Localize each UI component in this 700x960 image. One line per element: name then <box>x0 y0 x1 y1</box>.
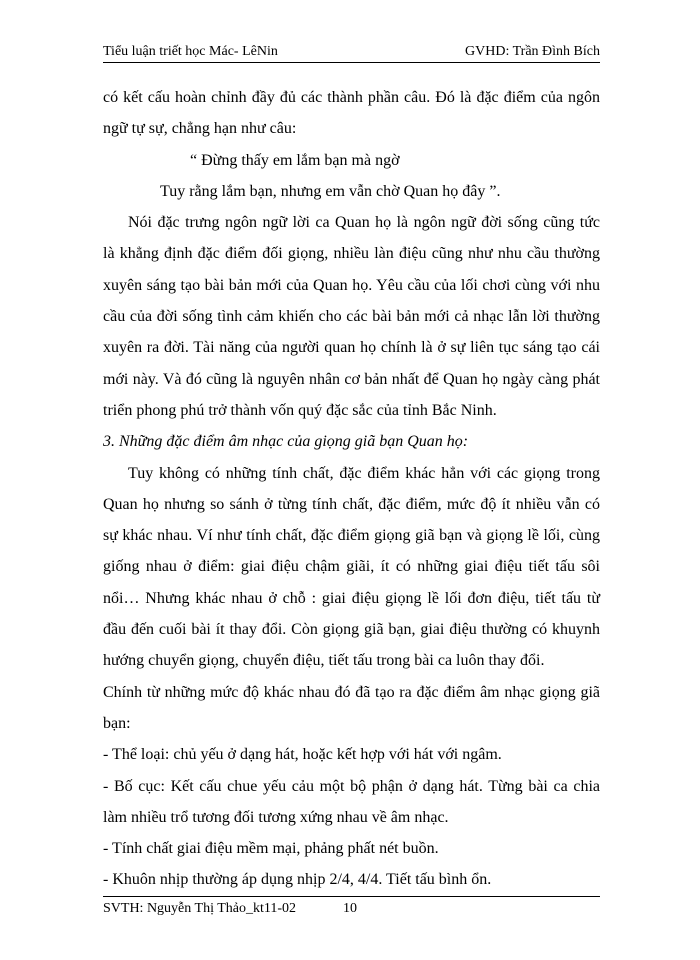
list-item: - Thể loại: chủ yếu ở dạng hát, hoặc kết hợp với hát với ngâm. <box>103 746 502 764</box>
body-line: ngữ tự sự, chẳng hạn như câu: <box>103 120 297 138</box>
body-line: cầu của đời sống tình cảm khiến cho các bài bản mới cả nhạc lẫn lời thường <box>103 308 600 326</box>
body-line: giống nhau ở điểm: giai điệu chậm giãi, ít có những giai điệu tiết tấu sôi <box>103 558 600 576</box>
body-line: bạn: <box>103 714 131 732</box>
page-footer <box>103 899 600 919</box>
header-title: Tiểu luận triết học Mác- LêNin <box>103 44 278 59</box>
page-header <box>103 42 600 62</box>
footer-divider <box>103 896 600 897</box>
paragraph-first-line: Nói đặc trưng ngôn ngữ lời ca Quan họ là ngôn ngữ đời sống cũng tức <box>128 214 600 232</box>
body-line: xuyên sáng tạo bài bản mới của Quan họ. Yêu cầu của lối chơi cùng với nhu <box>103 276 600 294</box>
body-line: xuyên ra đời. Tài năng của người quan họ chính là ở sự liên tục sáng tạo cái <box>103 339 600 357</box>
body-line: Quan họ nhưng so sánh ở từng tính chất, đặc điểm, mức độ ít nhiều vẫn có <box>103 495 600 513</box>
body-line: là khẳng định đặc điểm đối giọng, nhiều làn điệu cũng như nhu cầu thường <box>103 245 600 263</box>
body-line: làm nhiều trổ tương đối tương xứng nhau về âm nhạc. <box>103 808 449 826</box>
body-line: nổi… Nhưng khác nhau ở chỗ : giai điệu giọng lề lối đơn điệu, tiết tấu từ <box>103 589 600 607</box>
quote-line: Tuy rằng lắm bạn, nhưng em vẫn chờ Quan họ đây ”. <box>160 182 501 200</box>
section-heading: 3. Những đặc điểm âm nhạc của giọng giã bạn Quan họ: <box>103 433 469 451</box>
paragraph-first-line: Tuy không có những tính chất, đặc điểm khác hẳn với các giọng trong <box>128 464 600 482</box>
list-item: - Tính chất giai điệu mềm mại, phảng phất nét buồn. <box>103 840 439 858</box>
body-line: có kết cấu hoàn chỉnh đầy đủ các thành phần câu. Đó là đặc điểm của ngôn <box>103 89 600 106</box>
body-line: mới này. Và đó cũng là nguyên nhân cơ bản nhất để Quan họ ngày càng phát <box>103 370 600 388</box>
body-line: triển phong phú trở thành vốn quý đặc sắc của tỉnh Bắc Ninh. <box>103 401 497 419</box>
body-line: Chính từ những mức độ khác nhau đó đã tạo ra đặc điểm âm nhạc giọng giã <box>103 683 600 701</box>
header-supervisor: GVHD: Trần Đình Bích <box>465 44 600 59</box>
list-item: - Khuôn nhịp thường áp dụng nhịp 2/4, 4/4. Tiết tấu bình ổn. <box>103 871 492 889</box>
body-line: sự khác nhau. Ví như tính chất, đặc điểm giọng giã bạn và giọng lề lối, cùng <box>103 527 600 545</box>
header-divider <box>103 62 600 63</box>
page-body <box>103 82 600 896</box>
page-number: 10 <box>343 901 357 916</box>
quote-line: “ Đừng thấy em lắm bạn mà ngờ <box>190 151 400 169</box>
list-item: - Bố cục: Kết cấu chue yếu cảu một bộ phận ở dạng hát. Từng bài ca chia <box>103 777 600 795</box>
footer-student: SVTH: Nguyễn Thị Thảo_kt11-02 <box>103 901 297 916</box>
body-line: hướng chuyển giọng, chuyển điệu, tiết tấu trong bài ca luôn thay đổi. <box>103 652 545 670</box>
body-line: đầu đến cuối bài ít thay đổi. Còn giọng giã bạn, giai điệu thường có khuynh <box>103 621 600 639</box>
